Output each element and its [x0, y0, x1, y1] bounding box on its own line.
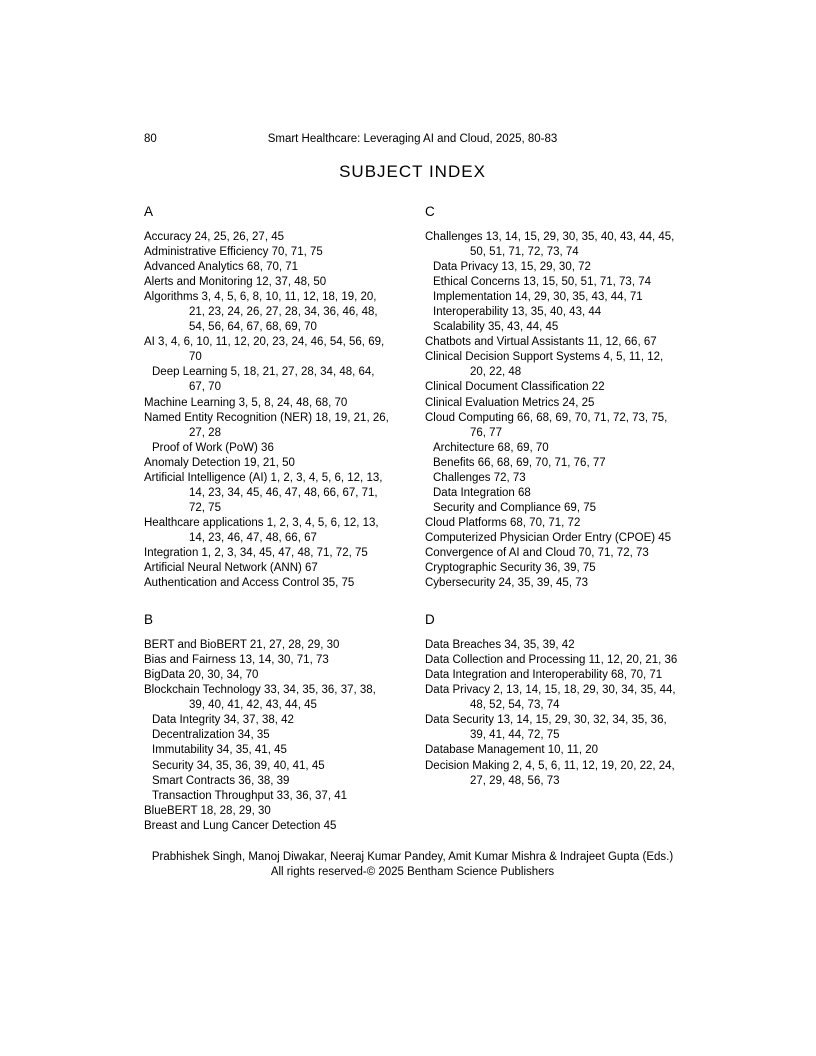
page-title: SUBJECT INDEX	[339, 162, 486, 181]
index-entry: Advanced Analytics 68, 70, 71	[144, 261, 299, 274]
index-entry: Cloud Platforms 68, 70, 71, 72	[425, 516, 581, 529]
index-entry: Administrative Efficiency 70, 71, 75	[144, 246, 323, 259]
index-subentry: Transaction Throughput 33, 36, 37, 41	[152, 789, 347, 802]
index-subentry: Architecture 68, 69, 70	[433, 441, 549, 454]
index-entry: Data Collection and Processing 11, 12, 20, 21, 36	[425, 654, 678, 667]
index-entry: Authentication and Access Control 35, 75	[144, 577, 355, 590]
index-entry: Artificial Neural Network (ANN) 67	[144, 562, 318, 575]
index-entry: Healthcare applications 1, 2, 3, 4, 5, 6, 12, 13, 14, 23, 46, 47, 48, 66, 67	[144, 516, 379, 544]
index-column-left	[144, 204, 392, 834]
index-entry: Alerts and Monitoring 12, 37, 48, 50	[144, 276, 327, 289]
index-section-b	[144, 612, 392, 834]
section-letter: D	[425, 612, 435, 628]
section-letter: C	[425, 204, 435, 219]
index-subentry: Deep Learning 5, 18, 21, 27, 28, 34, 48, 64, 67, 70	[152, 366, 375, 394]
index-subentry: Security and Compliance 69, 75	[433, 501, 597, 514]
index-entry: Breast and Lung Cancer Detection 45	[144, 819, 337, 832]
index-entry: Data Breaches 34, 35, 39, 42	[425, 639, 575, 652]
index-subentry: Implementation 14, 29, 30, 35, 43, 44, 71	[433, 291, 643, 304]
running-title: Smart Healthcare: Leveraging AI and Cloud, 2025, 80-83	[267, 133, 558, 145]
index-subentry: Proof of Work (PoW) 36	[152, 441, 274, 454]
index-entry: Data Security 13, 14, 15, 29, 30, 32, 34, 35, 36, 39, 41, 44, 72, 75	[425, 714, 667, 742]
index-subentry: Decentralization 34, 35	[152, 729, 270, 742]
index-entry: BERT and BioBERT 21, 27, 28, 29, 30	[144, 639, 340, 652]
index-entry: Anomaly Detection 19, 21, 50	[144, 456, 295, 469]
index-subentry: Benefits 66, 68, 69, 70, 71, 76, 77	[433, 456, 606, 469]
index-entry: Integration 1, 2, 3, 34, 45, 47, 48, 71, 72, 75	[144, 546, 368, 559]
footer-editors: Prabhishek Singh, Manoj Diwakar, Neeraj Kumar Pandey, Amit Kumar Mishra & Indrajeet Gupta (Eds.)	[151, 850, 674, 863]
index-entry: Named Entity Recognition (NER) 18, 19, 21, 26, 27, 28	[144, 411, 389, 439]
index-subentry: Scalability 35, 43, 44, 45	[433, 321, 559, 334]
index-entry: Cybersecurity 24, 35, 39, 45, 73	[425, 577, 589, 590]
index-entry: Clinical Evaluation Metrics 24, 25	[425, 396, 595, 409]
index-entry: Decision Making 2, 4, 5, 6, 11, 12, 19, 20, 22, 24, 27, 29, 48, 56, 73	[425, 759, 675, 787]
index-entry: Algorithms 3, 4, 5, 6, 8, 10, 11, 12, 18, 19, 20, 21, 23, 24, 26, 27, 28, 34, 36, 46, 48, 54, 56, 64, 67, 68, 69, 70	[144, 291, 378, 334]
index-entry: Convergence of AI and Cloud 70, 71, 72, 73	[425, 546, 649, 559]
index-subentry: Immutability 34, 35, 41, 45	[152, 744, 287, 757]
page-content	[144, 132, 681, 880]
index-entry: Database Management 10, 11, 20	[425, 744, 599, 757]
index-entry: Artificial Intelligence (AI) 1, 2, 3, 4, 5, 6, 12, 13, 14, 23, 34, 45, 46, 47, 48, 66, 67, 71, 72, 75	[144, 471, 383, 514]
index-entry: Data Integration and Interoperability 68, 70, 71	[425, 669, 663, 682]
page-header	[144, 132, 681, 146]
index-subentry: Data Integrity 34, 37, 38, 42	[152, 714, 294, 727]
index-entry: Bias and Fairness 13, 14, 30, 71, 73	[144, 654, 329, 667]
footer-rights: All rights reserved-© 2025 Bentham Science Publishers	[270, 865, 555, 878]
index-entry: Challenges 13, 14, 15, 29, 30, 35, 40, 43, 44, 45, 50, 51, 71, 72, 73, 74	[425, 231, 675, 259]
index-entry: Computerized Physician Order Entry (CPOE) 45	[425, 531, 672, 544]
index-subentry: Interoperability 13, 35, 40, 43, 44	[433, 306, 602, 319]
page-number: 80	[144, 133, 157, 145]
index-entry: Accuracy 24, 25, 26, 27, 45	[144, 231, 285, 243]
index-entry: Blockchain Technology 33, 34, 35, 36, 37, 38, 39, 40, 41, 42, 43, 44, 45	[144, 684, 376, 712]
index-subentry: Smart Contracts 36, 38, 39	[152, 774, 290, 787]
index-columns	[144, 204, 681, 834]
index-column-right	[425, 204, 681, 789]
index-subentry: Data Integration 68	[433, 486, 531, 499]
index-entry: Machine Learning 3, 5, 8, 24, 48, 68, 70	[144, 396, 348, 409]
index-entry: AI 3, 4, 6, 10, 11, 12, 20, 23, 24, 46, 54, 56, 69, 70	[144, 336, 385, 364]
index-entry: Cloud Computing 66, 68, 69, 70, 71, 72, 73, 75, 76, 77	[425, 411, 668, 439]
section-letter: B	[144, 612, 154, 628]
index-entry: Clinical Document Classification 22	[425, 381, 605, 394]
section-letter: A	[144, 204, 154, 219]
index-entry: BlueBERT 18, 28, 29, 30	[144, 804, 271, 817]
index-subentry: Challenges 72, 73	[433, 471, 526, 484]
index-section-d	[425, 612, 681, 788]
index-subentry: Data Privacy 13, 15, 29, 30, 72	[433, 261, 591, 274]
index-entry: Clinical Decision Support Systems 4, 5, 11, 12, 20, 22, 48	[425, 351, 664, 379]
index-subentry: Ethical Concerns 13, 15, 50, 51, 71, 73, 74	[433, 276, 652, 289]
index-subentry: Security 34, 35, 36, 39, 40, 41, 45	[152, 759, 325, 772]
index-section-a	[144, 204, 392, 591]
index-section-c	[425, 204, 681, 591]
index-entry: Data Privacy 2, 13, 14, 15, 18, 29, 30, 34, 35, 44, 48, 52, 54, 73, 74	[425, 684, 676, 712]
index-entry: Cryptographic Security 36, 39, 75	[425, 562, 596, 575]
page-footer	[144, 850, 681, 880]
index-entry: Chatbots and Virtual Assistants 11, 12, 66, 67	[425, 336, 657, 349]
index-entry: BigData 20, 30, 34, 70	[144, 669, 259, 682]
